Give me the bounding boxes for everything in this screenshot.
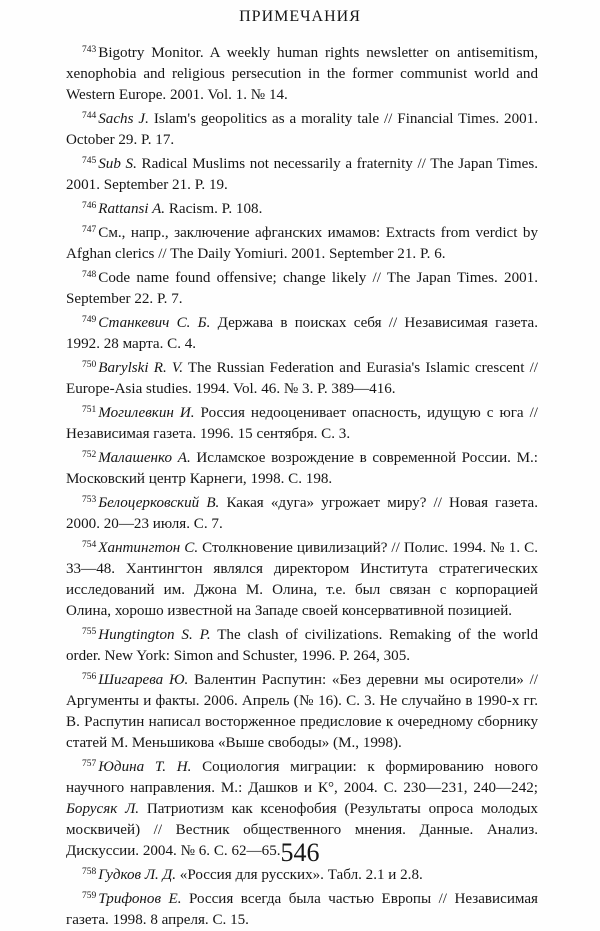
footnote-number: 753 <box>82 495 97 505</box>
footnote <box>66 310 538 355</box>
footnote-text: Islam's geopolitics as a morality tale // Financial Times. 2001. October 29. P. 17. <box>66 111 538 148</box>
footnote-author: Могилевкин И. <box>98 405 195 421</box>
footnote-author: Barylski R. V. <box>98 360 183 376</box>
footnote-number: 744 <box>82 111 97 121</box>
footnote <box>66 622 538 667</box>
footnote-text: Bigotry Monitor. A weekly human rights newsletter on antisemitism, xenophobia and religious persecution in the former communist world and Western Europe. 2001. Vol. 1. № 14. <box>66 45 538 103</box>
footnote <box>66 445 538 490</box>
footnote-number: 751 <box>82 405 97 415</box>
footnote-number: 752 <box>82 450 97 460</box>
footnote-text: Социология миграции: к формированию нового научного направления. М.: Дашков и К°, 2004. С. 230—231, 240—242; <box>66 759 539 796</box>
footnote-number: 756 <box>82 672 97 682</box>
footnote <box>66 106 538 151</box>
footnote-text: Держава в поисках себя // Независимая газета. 1992. 28 марта. С. 4. <box>66 315 538 352</box>
footnote-number: 755 <box>82 627 97 637</box>
footnote-text: Radical Muslims not necessarily a fraternity // The Japan Times. 2001. September 21. P. 19. <box>66 156 538 193</box>
footnote-number: 745 <box>82 156 97 166</box>
footnote-author: Трифонов Е. <box>98 891 182 907</box>
footnote <box>66 535 538 622</box>
footnote <box>66 220 538 265</box>
footnote-text: Какая «дуга» угрожает миру? // Новая газета. 2000. 20—23 июля. С. 7. <box>66 495 538 532</box>
footnote <box>66 196 538 220</box>
footnote <box>66 490 538 535</box>
footnote-number: 749 <box>82 315 97 325</box>
footnote-number: 759 <box>82 891 97 901</box>
footnote-author: Белоцерковский В. <box>98 495 220 511</box>
footnote <box>66 40 538 106</box>
footnote-text: Валентин Распутин: «Без деревни мы осиротели» // Аргументы и факты. 2006. Апрель (№ 16). С. 3. Не случайно в 1990-х гг. В. Распутин написал восторженное предисловие к очередному сборнику статей М. Меньшикова «Выше свободы» (М., 1998). <box>66 672 538 751</box>
footnote-author: Hungtington S. P. <box>98 627 211 643</box>
footnote-text: См., напр., заключение афганских имамов: Extracts from verdict by Afghan clerics // The Daily Yomiuri. 2001. September 21. P. 6. <box>66 225 538 262</box>
footnote-author: Sub S. <box>98 156 137 172</box>
footnote-text: Code name found offensive; change likely // The Japan Times. 2001. September 22. P. 7. <box>66 270 538 307</box>
footnote <box>66 400 538 445</box>
footnote-text: Racism. P. 108. <box>168 201 263 217</box>
footnote-text: Исламское возрождение в современной России. М.: Московский центр Карнеги, 1998. С. 198. <box>66 450 538 487</box>
footnote-number: 743 <box>82 45 97 55</box>
footnote-number: 758 <box>82 867 97 877</box>
footnote-number: 747 <box>82 225 97 235</box>
footnote-text: The clash of civilizations. Remaking of the world order. New York: Simon and Schuster, 1996. P. 264, 305. <box>66 627 538 664</box>
page-number: 546 <box>280 838 320 867</box>
footnote-author: Станкевич С. Б. <box>98 315 211 331</box>
footnote-number: 748 <box>82 270 97 280</box>
footnote-text: Россия недооценивает опасность, идущую с юга // Независимая газета. 1996. 15 сентября. С. 3. <box>66 405 538 442</box>
footnote <box>66 265 538 310</box>
footnote-number: 754 <box>82 540 97 550</box>
footnote <box>66 886 538 931</box>
running-header: ПРИМЕЧАНИЯ <box>239 8 361 25</box>
footnote-author: Малашенко А. <box>98 450 191 466</box>
footnote-author: Юдина Т. Н. <box>98 759 192 775</box>
footnote-text: The Russian Federation and Eurasia's Islamic crescent // Europe-Asia studies. 1994. Vol. 46. № 3. P. 389—416. <box>66 360 538 397</box>
footnote-text: Россия всегда была частью Европы // Независимая газета. 1998. 8 апреля. С. 15. <box>66 891 538 928</box>
footnote-number: 757 <box>82 759 97 769</box>
footnote <box>66 667 538 754</box>
footnote-author: Rattansi A. <box>98 201 166 217</box>
footnote-text: «Россия для русских». Табл. 2.1 и 2.8. <box>179 867 423 883</box>
footnote-text: Патриотизм как ксенофобия (Результаты опроса молодых москвичей) // Вестник общественного мнения. Данные. Анализ. Дискуссии. 2004. № 6. С. 62—65. <box>66 801 538 859</box>
footnote-number: 746 <box>82 201 97 211</box>
footnote-author: Шигарева Ю. <box>98 672 189 688</box>
footnote-author: Гудков Л. Д. <box>98 867 176 883</box>
footnote-number: 750 <box>82 360 97 370</box>
footnote-text: Столкновение цивилизаций? // Полис. 1994. № 1. С. 33—48. Хантингтон являлся директором Института стратегических исследований им. Джона М. Олина, т.е. был связан с корпорацией Олина, хорошо известной на Западе своей консервативной позицией. <box>66 540 538 619</box>
footnote-author: Sachs J. <box>98 111 149 127</box>
footnotes-list <box>66 40 538 931</box>
footnote <box>66 151 538 196</box>
footnote-author: Борусяк Л. <box>66 801 140 817</box>
footnote-author: Хантингтон С. <box>98 540 199 556</box>
footnote <box>66 355 538 400</box>
